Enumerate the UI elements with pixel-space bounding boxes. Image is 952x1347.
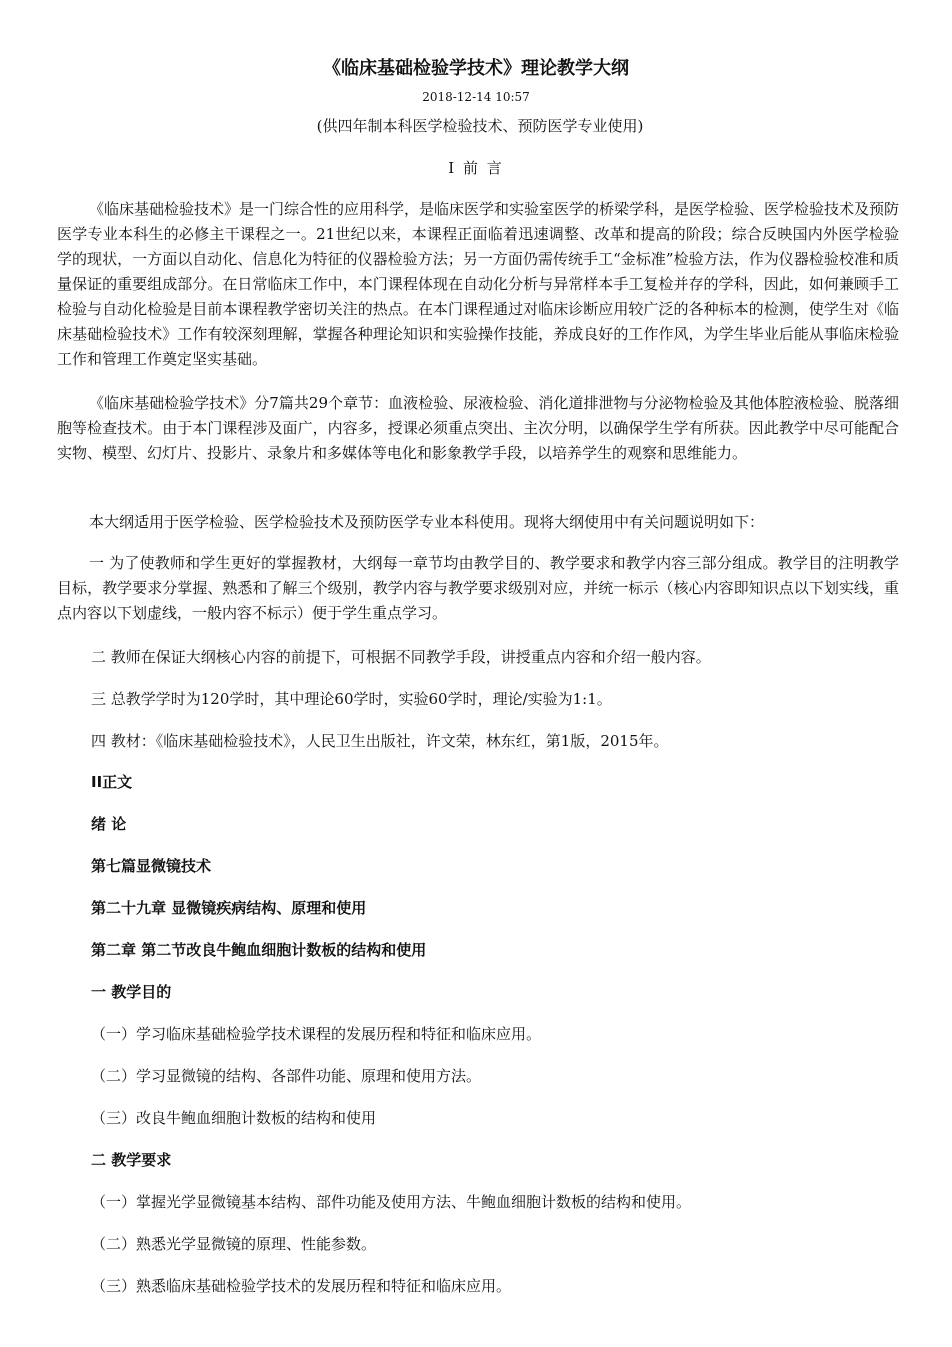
part-heading: 第七篇显微镜技术 — [91, 857, 212, 875]
chapter-heading: 第二十九章 显微镜疾病结构、原理和使用 — [91, 899, 367, 917]
preface-paragraph-1: 《临床基础检验技术》是一门综合性的应用科学，是临床医学和实验室医学的桥梁学科，是医学检验、医学检验技术及预防医学专业本科生的必修主干课程之一。21世纪以来，本课程正面临着迅速调整、改革和提高的阶段；综合反映国内外医学检验学的现状，一方面以自动化、信息化为特征的仪器检验方法；另一方面仍需传统手工“金标准”检验方法，作为仪器检验校准和质量保证的重要组成部分。在日常临床工作中，本门课程体现在自动化分析与异常样本手工复检并存的学科，因此，如何兼顾手工检验与自动化检验是目前本课程教学密切关注的热点。在本门课程通过对临床诊断应用较广泛的各种标本的检测，使学生对《临床基础检验技术》工作有较深刻理解，掌握各种理论知识和实验操作技能，养成良好的工作作风，为学生毕业后能从事临床检验工作和管理工作奠定坚实基础。 — [57, 200, 900, 368]
preface-paragraph-2: 《临床基础检验学技术》分7篇共29个章节：血液检验、尿液检验、消化道排泄物与分泌物检验及其他体腔液检验、脱落细胞等检查技术。由于本门课程涉及面广，内容多，授课必须重点突出、主次分明，以确保学生学有所获。因此教学中尽可能配合实物、模型、幻灯片、投影片、录象片和多媒体等电化和影象教学手段，以培养学生的观察和思维能力。 — [57, 394, 899, 462]
body-heading: II正文 — [91, 773, 133, 791]
section-heading: 第二章 第二节改良牛鲍血细胞计数板的结构和使用 — [91, 941, 427, 959]
note-item-2: 二 教师在保证大纲核心内容的前提下，可根据不同教学手段，讲授重点内容和介绍一般内容。 — [91, 648, 711, 666]
requirement-item-3: （三）熟悉临床基础检验学技术的发展历程和特征和临床应用。 — [91, 1277, 512, 1295]
requirement-item-1: （一）掌握光学显微镜基本结构、部件功能及使用方法、牛鲍血细胞计数板的结构和使用。 — [91, 1193, 692, 1211]
document-subtitle: (供四年制本科医学检验技术、预防医学专业使用) — [316, 117, 644, 135]
preface-paragraph-3: 本大纲适用于医学检验、医学检验技术及预防医学专业本科使用。现将大纲使用中有关问题说明如下： — [89, 513, 765, 531]
document-date: 2018-12-14 10:57 — [422, 90, 530, 104]
purpose-item-3: （三）改良牛鲍血细胞计数板的结构和使用 — [91, 1109, 377, 1127]
requirements-heading: 二 教学要求 — [91, 1151, 172, 1169]
intro-heading: 绪 论 — [91, 815, 127, 833]
preface-paragraph-4: 一 为了使教师和学生更好的掌握教材，大纲每一章节均由教学目的、教学要求和教学内容三部分组成。教学目的注明教学目标，教学要求分掌握、熟悉和了解三个级别，教学内容与教学要求级别对应，并统一标示（核心内容即知识点以下划实线，重点内容以下划虚线，一般内容不标示）便于学生重点学习。 — [57, 554, 899, 622]
document-title: 《临床基础检验学技术》理论教学大纲 — [323, 58, 629, 79]
purpose-item-2: （二）学习显微镜的结构、各部件功能、原理和使用方法。 — [91, 1067, 482, 1085]
requirement-item-2: （二）熟悉光学显微镜的原理、性能参数。 — [91, 1235, 377, 1253]
note-item-4: 四 教材：《临床基础检验技术》，人民卫生出版社，许文荣，林东红，第1版，2015年。 — [91, 732, 669, 750]
note-item-3: 三 总教学学时为120学时，其中理论60学时，实验60学时，理论/实验为1:1。 — [91, 690, 612, 708]
purpose-item-1: （一）学习临床基础检验学技术课程的发展历程和特征和临床应用。 — [91, 1025, 542, 1043]
preface-heading: I 前 言 — [448, 159, 504, 177]
purpose-heading: 一 教学目的 — [91, 983, 172, 1001]
